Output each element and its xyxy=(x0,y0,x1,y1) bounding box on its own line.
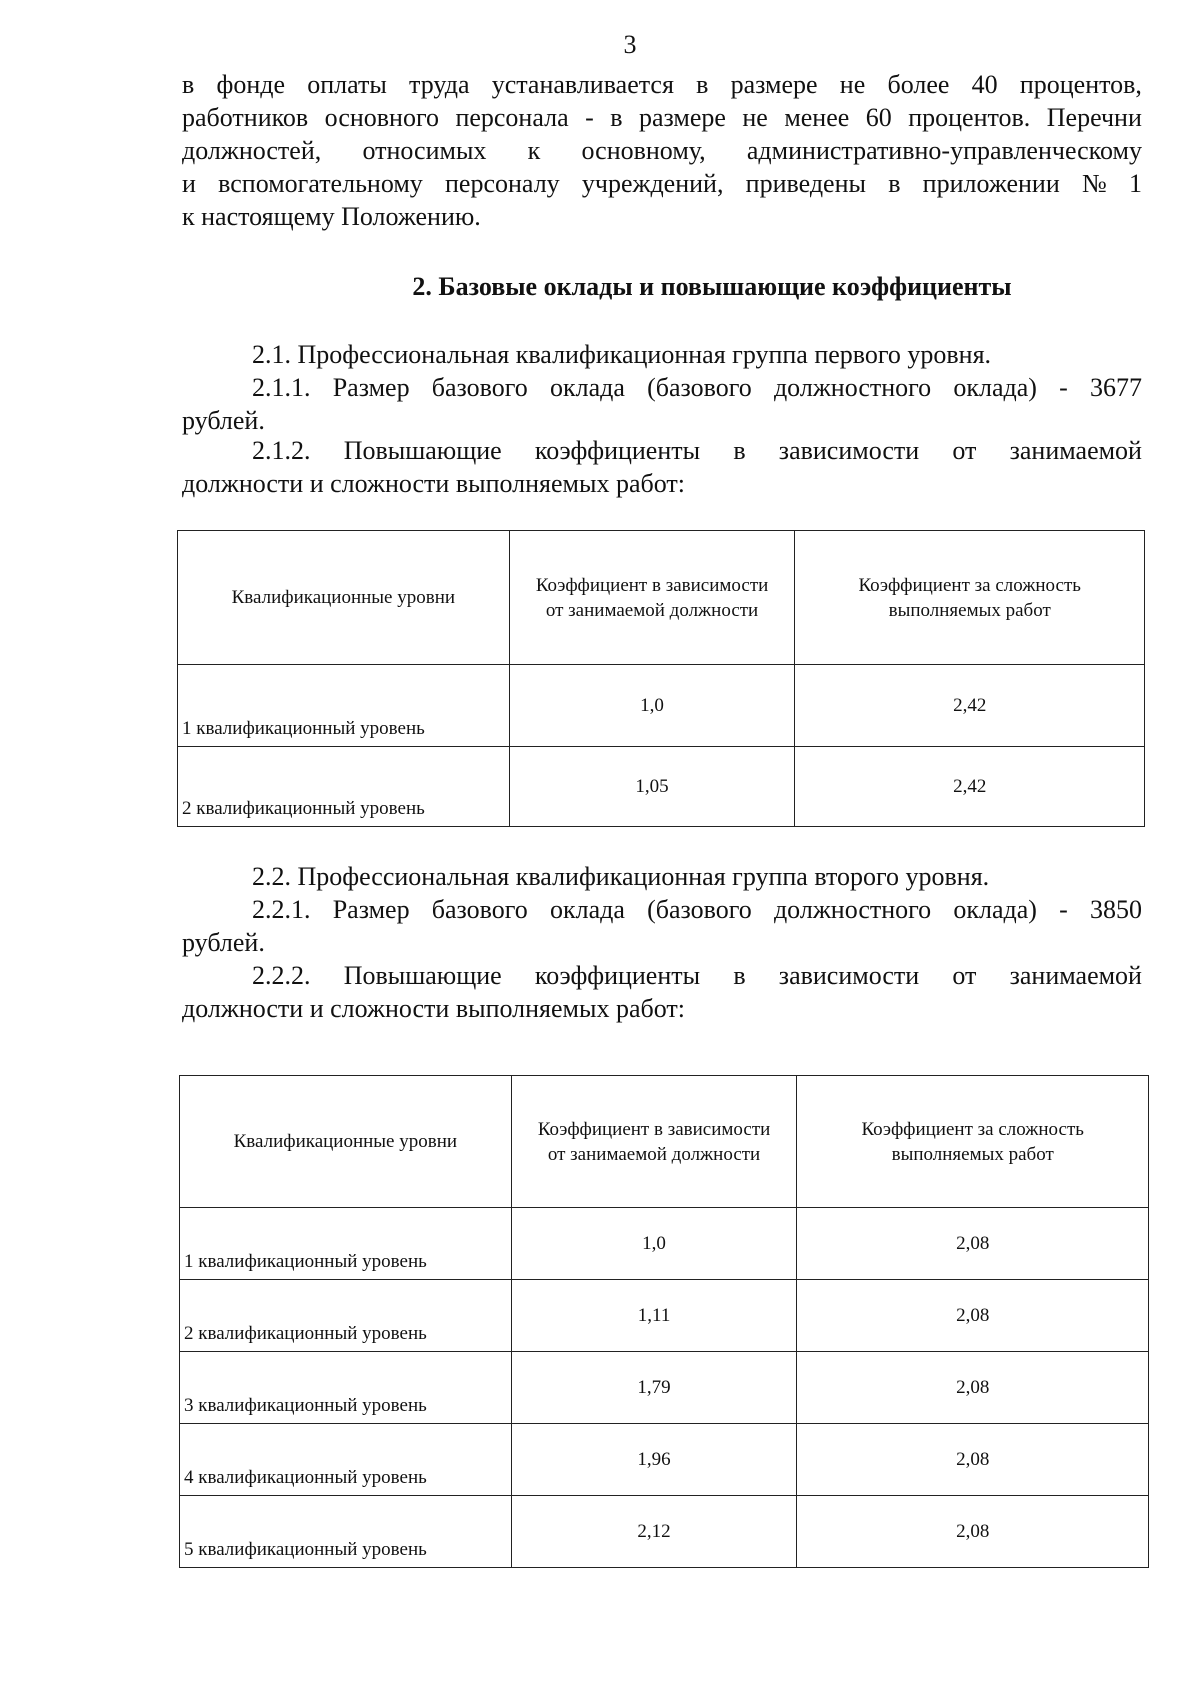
word: занимаемой xyxy=(1009,961,1142,990)
table-header-row xyxy=(180,1076,1149,1208)
word: учреждений, xyxy=(581,169,724,198)
word: оклада xyxy=(549,895,625,924)
word: оклада xyxy=(549,373,625,402)
word: должностного xyxy=(773,895,932,924)
complexity-coefficient-cell: 2,08 xyxy=(797,1496,1149,1568)
word: Размер xyxy=(332,895,410,924)
word: вспомогательному xyxy=(218,169,423,198)
word: (базового xyxy=(647,895,752,924)
table-row xyxy=(180,1352,1149,1424)
word: основному, xyxy=(581,136,706,165)
complexity-coefficient-cell: 2,08 xyxy=(797,1208,1149,1280)
intro-line-1 xyxy=(182,68,1142,101)
word: 2.1.2. xyxy=(252,436,311,465)
word: основного xyxy=(324,103,439,132)
position-coefficient-cell: 1,0 xyxy=(511,1208,797,1280)
table-row xyxy=(178,747,1145,827)
group2-coef-line xyxy=(182,959,1142,992)
word: персонала xyxy=(455,103,569,132)
word: Повышающие xyxy=(343,961,502,990)
word: - xyxy=(585,103,594,132)
group1-coef-line-2: должности и сложности выполняемых работ: xyxy=(182,469,685,498)
intro-line-2 xyxy=(182,101,1142,134)
word: занимаемой xyxy=(1009,436,1142,465)
group2-coefficient-table xyxy=(179,1075,1149,1568)
header-complexity-coefficient: Коэффициент за сложность выполняемых работ xyxy=(795,531,1145,665)
word: в xyxy=(696,70,709,99)
word: в xyxy=(733,436,746,465)
header-levels: Квалификационные уровни xyxy=(180,1076,512,1208)
intro-line-4 xyxy=(182,167,1142,200)
word: 60 xyxy=(865,103,892,132)
intro-line-5: к настоящему Положению. xyxy=(182,202,481,231)
complexity-coefficient-cell: 2,42 xyxy=(795,747,1145,827)
word: более xyxy=(887,70,950,99)
word: оклада) xyxy=(953,895,1037,924)
word: в xyxy=(610,103,623,132)
table-row xyxy=(180,1496,1149,1568)
word: процентов, xyxy=(1019,70,1142,99)
group2-salary-line xyxy=(182,893,1142,926)
word: труда xyxy=(409,70,470,99)
group1-coefficient-table xyxy=(177,530,1145,827)
word: фонде xyxy=(216,70,286,99)
word: Повышающие xyxy=(343,436,502,465)
word: должностей, xyxy=(182,136,322,165)
word: 2.2.2. xyxy=(252,961,311,990)
word: должностного xyxy=(773,373,932,402)
header-position-coefficient: Коэффициент в зависимости от занимаемой должности xyxy=(509,531,795,665)
level-cell: 1 квалификационный уровень xyxy=(178,665,510,747)
word: 2.1.1. xyxy=(252,373,311,402)
word: (базового xyxy=(647,373,752,402)
group1-salary-unit: рублей. xyxy=(182,406,265,435)
word: оплаты xyxy=(307,70,387,99)
group2-salary-unit: рублей. xyxy=(182,928,265,957)
word: относимых xyxy=(362,136,487,165)
word: в xyxy=(182,70,195,99)
word: коэффициенты xyxy=(534,436,701,465)
level-cell: 3 квалификационный уровень xyxy=(180,1352,512,1424)
word: не xyxy=(742,103,768,132)
word: - xyxy=(1059,373,1068,402)
table-row xyxy=(180,1208,1149,1280)
word: работников xyxy=(182,103,309,132)
word: административно-управленческому xyxy=(746,136,1142,165)
word: № xyxy=(1081,169,1107,198)
complexity-coefficient-cell: 2,42 xyxy=(795,665,1145,747)
position-coefficient-cell: 1,96 xyxy=(511,1424,797,1496)
table-row xyxy=(180,1424,1149,1496)
word: размере xyxy=(638,103,726,132)
word: в xyxy=(888,169,901,198)
level-cell: 2 квалификационный уровень xyxy=(180,1280,512,1352)
word: 3850 xyxy=(1089,895,1142,924)
word: приложении xyxy=(922,169,1060,198)
word: от xyxy=(952,436,977,465)
complexity-coefficient-cell: 2,08 xyxy=(797,1424,1149,1496)
position-coefficient-cell: 1,79 xyxy=(511,1352,797,1424)
word: зависимости xyxy=(778,436,920,465)
group1-salary-line xyxy=(182,371,1142,404)
position-coefficient-cell: 1,11 xyxy=(511,1280,797,1352)
level-cell: 2 квалификационный уровень xyxy=(178,747,510,827)
word: и xyxy=(182,169,196,198)
complexity-coefficient-cell: 2,08 xyxy=(797,1352,1149,1424)
header-position-coefficient: Коэффициент в зависимости от занимаемой должности xyxy=(511,1076,797,1208)
header-levels: Квалификационные уровни xyxy=(178,531,510,665)
word: 1 xyxy=(1128,169,1142,198)
word: устанавливается xyxy=(491,70,674,99)
complexity-coefficient-cell: 2,08 xyxy=(797,1280,1149,1352)
position-coefficient-cell: 1,05 xyxy=(509,747,795,827)
word: менее xyxy=(784,103,850,132)
level-cell: 1 квалификационный уровень xyxy=(180,1208,512,1280)
group1-coef-line xyxy=(182,434,1142,467)
level-cell: 4 квалификационный уровень xyxy=(180,1424,512,1496)
word: 3677 xyxy=(1089,373,1142,402)
word: не xyxy=(839,70,866,99)
position-coefficient-cell: 2,12 xyxy=(511,1496,797,1568)
table-row xyxy=(178,665,1145,747)
word: процентов. xyxy=(908,103,1031,132)
word: приведены xyxy=(745,169,866,198)
header-complexity-coefficient: Коэффициент за сложность выполняемых работ xyxy=(797,1076,1149,1208)
group1-title: 2.1. Профессиональная квалификационная группа первого уровня. xyxy=(252,340,992,369)
word: - xyxy=(1059,895,1068,924)
group2-coef-line-2: должности и сложности выполняемых работ: xyxy=(182,994,685,1023)
intro-line-3 xyxy=(182,134,1142,167)
word: к xyxy=(527,136,541,165)
level-cell: 5 квалификационный уровень xyxy=(180,1496,512,1568)
table-row xyxy=(180,1280,1149,1352)
word: 40 xyxy=(971,70,998,99)
position-coefficient-cell: 1,0 xyxy=(509,665,795,747)
group2-title: 2.2. Профессиональная квалификационная группа второго уровня. xyxy=(252,862,990,891)
word: базового xyxy=(431,895,528,924)
word: Перечни xyxy=(1046,103,1142,132)
section-heading: 2. Базовые оклады и повышающие коэффициенты xyxy=(412,272,1012,301)
word: Размер xyxy=(332,373,410,402)
word: базового xyxy=(431,373,528,402)
word: коэффициенты xyxy=(534,961,701,990)
word: 2.2.1. xyxy=(252,895,311,924)
word: оклада) xyxy=(953,373,1037,402)
word: размере xyxy=(730,70,818,99)
page-number: 3 xyxy=(623,30,637,59)
word: от xyxy=(952,961,977,990)
word: зависимости xyxy=(778,961,920,990)
table-header-row xyxy=(178,531,1145,665)
word: в xyxy=(733,961,746,990)
word: персоналу xyxy=(445,169,560,198)
